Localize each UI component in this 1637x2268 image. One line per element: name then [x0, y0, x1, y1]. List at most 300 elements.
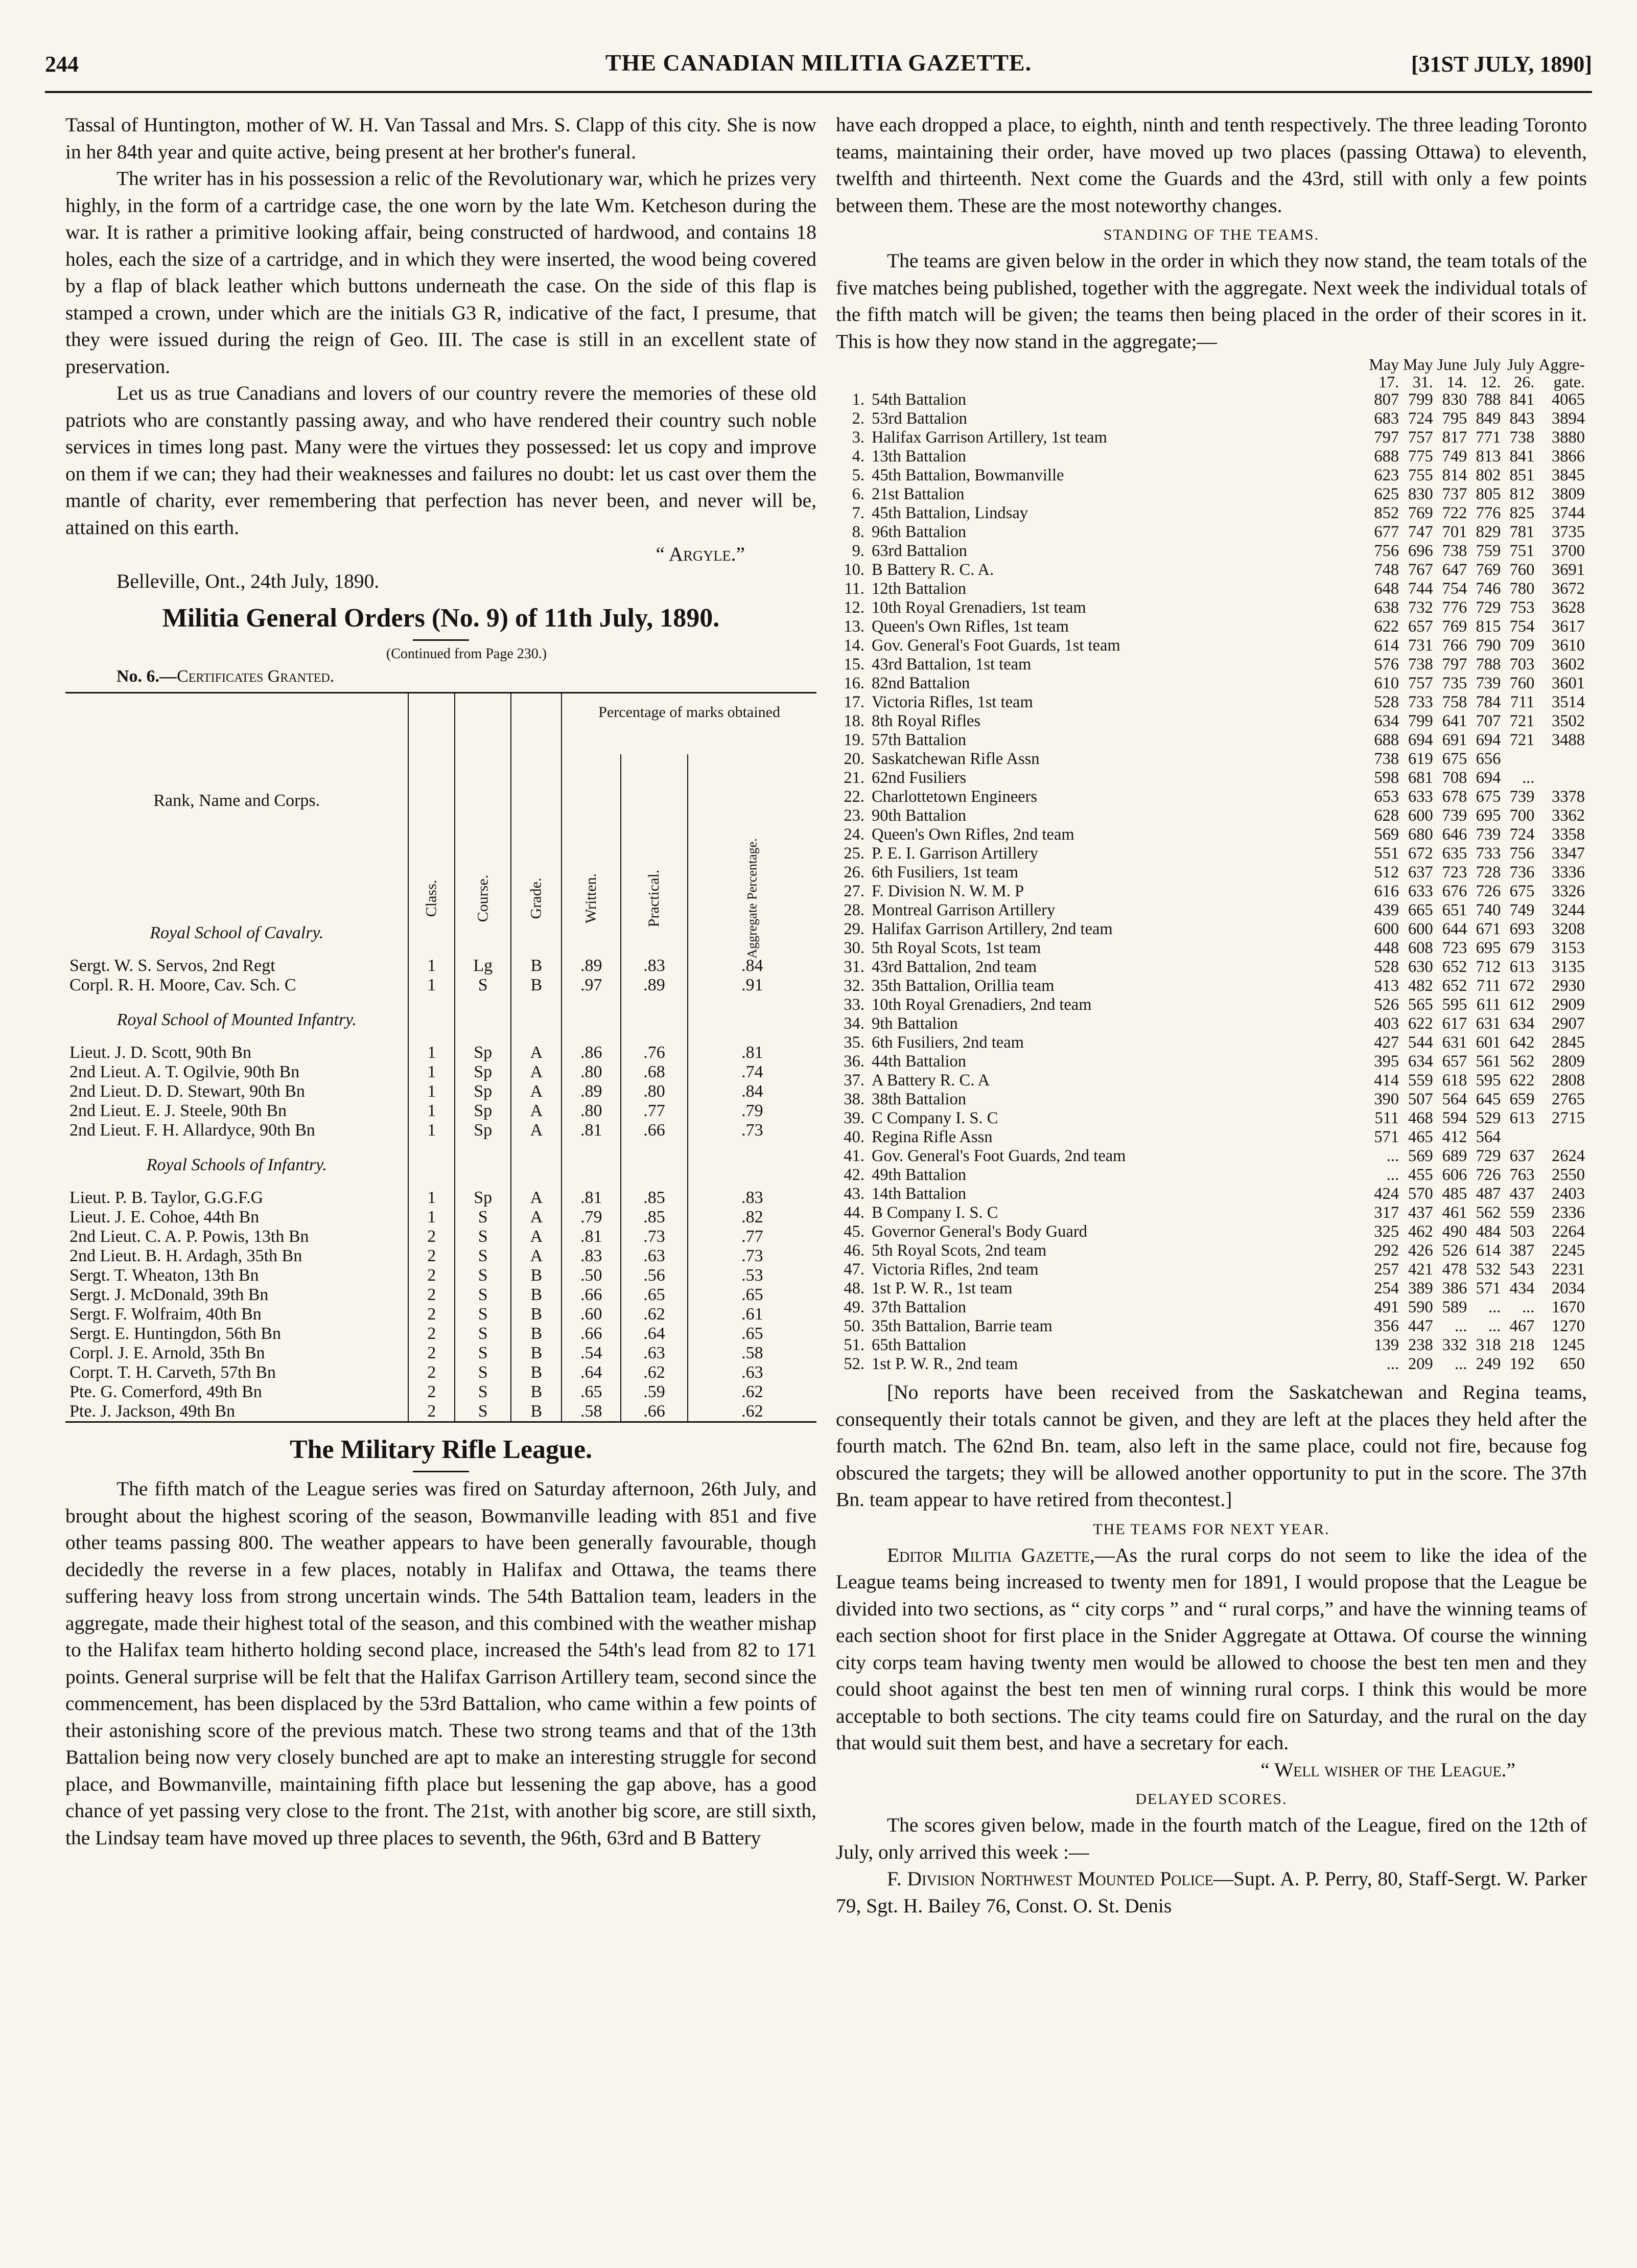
team-rank: 48.	[844, 1279, 864, 1298]
score-cell: 731	[1408, 636, 1433, 655]
score-cell: 641	[1442, 712, 1467, 730]
team-row	[836, 1355, 1587, 1374]
score-cell: 448	[1374, 939, 1399, 957]
score-cell: 711	[1510, 693, 1535, 711]
date-header: gate.	[1553, 373, 1585, 391]
team-row	[836, 655, 1587, 674]
grade-cell: B	[511, 1402, 562, 1422]
score-cell: 426	[1408, 1241, 1433, 1260]
score-cell: 622	[1509, 1071, 1535, 1090]
team-name: 12th Battalion	[872, 580, 967, 598]
aggregate-cell: .83	[688, 1188, 816, 1208]
team-rank: 19.	[844, 731, 864, 749]
score-cell: 209	[1408, 1355, 1433, 1373]
aggregate-cell: .84	[688, 1082, 816, 1101]
score-cell: 665	[1408, 901, 1433, 919]
team-row	[836, 996, 1587, 1014]
score-cell: 795	[1442, 409, 1467, 428]
group-title: Royal School of Mounted Infantry.	[116, 1010, 357, 1029]
score-cell: 748	[1374, 561, 1399, 579]
f-division-text: —Supt. A. P. Perry, 80, Staff-Sergt. W. Parker 79, Sgt. H. Bailey 76, Const. O. St. Denis	[836, 1867, 1587, 1917]
page-number: 244	[45, 52, 79, 77]
group-title-row	[65, 1140, 816, 1188]
team-rank: 22.	[844, 788, 864, 806]
class-cell: 1	[408, 1101, 455, 1121]
score-cell: 439	[1374, 901, 1399, 919]
table-row	[65, 1324, 816, 1344]
team-name: 35th Battalion, Barrie team	[872, 1317, 1053, 1335]
aggregate-cell: .73	[688, 1121, 816, 1140]
team-name: C Company I. S. C	[872, 1109, 998, 1127]
team-rank: 47.	[844, 1260, 864, 1279]
practical-cell: .77	[621, 1101, 687, 1121]
officer-name: Pte. G. Comerford, 49th Bn	[69, 1382, 262, 1401]
written-cell: .50	[562, 1266, 621, 1285]
score-cell: 257	[1374, 1260, 1399, 1279]
team-name: Charlottetown Engineers	[872, 788, 1038, 806]
team-rank: 8.	[852, 523, 864, 541]
score-cell: 559	[1509, 1204, 1535, 1222]
team-rank: 36.	[844, 1052, 864, 1071]
class-cell: 2	[408, 1324, 455, 1344]
score-cell: 723	[1442, 939, 1467, 957]
standings-body	[836, 390, 1587, 1374]
score-cell: 780	[1509, 580, 1535, 598]
written-cell: .89	[562, 1082, 621, 1101]
score-cell: 618	[1442, 1071, 1467, 1090]
score-cell: 672	[1509, 977, 1535, 995]
score-cell: 691	[1442, 731, 1467, 749]
team-rank: 49.	[844, 1298, 864, 1316]
officer-name: Lieut. P. B. Taylor, G.G.F.G	[69, 1188, 264, 1207]
score-cell: 817	[1442, 428, 1467, 447]
team-rank: 9.	[852, 542, 864, 560]
score-cell: 526	[1442, 1241, 1467, 1260]
score-cell: 671	[1476, 920, 1501, 938]
written-cell: .86	[562, 1043, 621, 1062]
score-cell: 2231	[1552, 1260, 1585, 1279]
score-cell: 659	[1509, 1090, 1535, 1108]
score-cell: 1270	[1552, 1317, 1585, 1335]
table-row	[65, 1285, 816, 1305]
table-row	[65, 1062, 816, 1082]
team-row	[836, 882, 1587, 901]
written-cell: .60	[562, 1305, 621, 1324]
score-cell: 622	[1374, 617, 1399, 636]
team-row	[836, 504, 1587, 523]
team-rank: 45.	[844, 1222, 864, 1241]
aggregate-cell: .91	[688, 976, 816, 995]
course-cell: S	[455, 1266, 511, 1285]
score-cell: 3378	[1552, 788, 1585, 806]
officer-name: 2nd Lieut. A. T. Ogilvie, 90th Bn	[69, 1062, 300, 1081]
short-rule	[413, 1471, 469, 1472]
class-cell: 2	[408, 1246, 455, 1266]
next-year-heading: THE TEAMS FOR NEXT YEAR.	[1093, 1520, 1330, 1538]
team-row	[836, 1014, 1587, 1033]
written-cell: .83	[562, 1246, 621, 1266]
team-row	[836, 1033, 1587, 1052]
signature: “ Well wisher of the League.”	[1260, 1758, 1515, 1781]
score-cell: 3691	[1552, 561, 1585, 579]
team-row	[836, 863, 1587, 882]
team-rank: 1.	[852, 390, 864, 409]
score-cell: 769	[1442, 617, 1467, 636]
grade-cell: B	[511, 1363, 562, 1382]
score-cell: 739	[1476, 825, 1501, 844]
team-rank: 21.	[844, 769, 864, 787]
paragraph: The fifth match of the League series was fired on Saturday afternoon, 26th July, and brought about the highest scoring of the season, Bowmanville leading with 851 and five other teams passing 800. The weather appears to have been generally favourable, though decidedly the reverse in a few places, notably in Halifax and Ottawa, the teams there suffering heavy loss from strong uncertain winds. The 54th Battalion team, leaders in the aggregate, made their highest total of the season, and this combined with the weather mishap to the Halifax team hitherto holding second place, increased the 54th's lead from 82 to 171 points. General surprise will be felt that the Halifax Garrison Artillery team, second since the commencement, has been displaced by the 53rd Battalion, who came within a few points of their astonishing score of the previous match. These two strong teams and that of the 13th Battalion being now very closely bunched are apt to make an interesting struggle for second place, and Bowmanville, maintaining fifth place but lessening the gap above, has a good chance of yet passing very close to the front. The 21st, with another big score, are still sixth, the Lindsay team have moved up three places to seventh, the 96th, 63rd and B Battery	[65, 1477, 816, 1849]
grade-cell: B	[511, 1324, 562, 1344]
team-name: 44th Battalion	[872, 1052, 967, 1071]
written-cell: .65	[562, 1382, 621, 1402]
short-rule	[413, 639, 469, 641]
officer-name: 2nd Lieut. C. A. P. Powis, 13th Bn	[69, 1227, 309, 1246]
course-cell: S	[455, 1363, 511, 1382]
score-cell: 614	[1476, 1241, 1501, 1260]
score-cell: 389	[1408, 1279, 1433, 1298]
team-row	[836, 1241, 1587, 1260]
score-cell: 628	[1374, 806, 1399, 825]
score-cell: 3735	[1552, 523, 1585, 541]
team-rank: 20.	[844, 750, 864, 768]
score-cell: 437	[1509, 1185, 1535, 1203]
score-cell: 749	[1442, 447, 1467, 466]
team-row	[836, 580, 1587, 598]
aggregate-cell: .81	[688, 1043, 816, 1062]
score-cell: 2034	[1552, 1279, 1585, 1298]
team-name: 14th Battalion	[872, 1185, 967, 1203]
team-rank: 23.	[844, 806, 864, 825]
score-cell: 736	[1509, 863, 1535, 882]
team-rank: 6.	[852, 485, 864, 503]
score-cell: 2808	[1552, 1071, 1585, 1090]
score-cell: 608	[1408, 939, 1433, 957]
score-cell: 390	[1374, 1090, 1399, 1108]
grade-header: Grade.	[511, 693, 562, 909]
score-cell: 656	[1476, 750, 1501, 768]
score-cell: 139	[1374, 1336, 1399, 1354]
officer-name: Corpl. J. E. Arnold, 35th Bn	[69, 1344, 265, 1362]
score-cell: 437	[1408, 1204, 1433, 1222]
score-cell: 694	[1476, 731, 1501, 749]
group-title: Royal Schools of Infantry.	[146, 1155, 327, 1174]
score-cell: 829	[1476, 523, 1501, 541]
team-rank: 24.	[844, 825, 864, 844]
team-name: 10th Royal Grenadiers, 2nd team	[872, 996, 1092, 1014]
score-cell: 708	[1442, 769, 1467, 787]
team-row	[836, 731, 1587, 750]
score-cell: 490	[1442, 1222, 1467, 1241]
date-header: 12.	[1480, 373, 1501, 391]
score-cell: 3488	[1552, 731, 1585, 749]
score-cell: 292	[1374, 1241, 1399, 1260]
paragraph: The teams are given below in the order in which they now stand, the team totals of the five matches being published, together with the aggregate. Next week the individual totals of the fifth match will be given; the teams then being placed in the order of their scores in it. This is how they now stand in the aggregate;—	[836, 249, 1587, 353]
standings-table	[836, 356, 1587, 1374]
score-cell: 738	[1374, 750, 1399, 768]
officer-name: Sergt. E. Huntingdon, 56th Bn	[69, 1324, 281, 1343]
score-cell: 598	[1374, 769, 1399, 787]
aggregate-header: Aggregate Percentage.	[688, 754, 816, 908]
standing-heading: STANDING OF THE TEAMS.	[1103, 226, 1320, 243]
score-cell: 695	[1476, 806, 1501, 825]
team-name: Halifax Garrison Artillery, 2nd team	[872, 920, 1113, 938]
score-cell: 647	[1442, 561, 1467, 579]
score-cell: 511	[1374, 1109, 1399, 1127]
team-rank: 44.	[844, 1204, 864, 1222]
score-cell: 3326	[1552, 882, 1585, 900]
score-cell: 590	[1408, 1298, 1433, 1316]
score-cell: 613	[1509, 958, 1535, 976]
course-cell: Sp	[455, 1188, 511, 1208]
grade-cell: A	[511, 1188, 562, 1208]
score-cell: 484	[1476, 1222, 1501, 1241]
score-cell: 2930	[1552, 977, 1585, 995]
score-cell: 635	[1442, 844, 1467, 863]
aggregate-cell: .62	[688, 1382, 816, 1402]
practical-cell: .85	[621, 1208, 687, 1227]
score-cell: 571	[1374, 1128, 1399, 1146]
score-cell: 2809	[1552, 1052, 1585, 1071]
score-cell: 733	[1408, 693, 1433, 711]
table-row	[65, 1121, 816, 1140]
score-cell: 512	[1374, 863, 1399, 882]
score-cell: 651	[1442, 901, 1467, 919]
score-cell: 576	[1374, 655, 1399, 674]
score-cell: ...	[1386, 1147, 1399, 1165]
editor-lead: Editor Militia Gazette,	[887, 1543, 1095, 1566]
score-cell: 427	[1374, 1033, 1399, 1052]
class-cell: 1	[408, 1062, 455, 1082]
team-name: Gov. General's Foot Guards, 2nd team	[872, 1147, 1126, 1165]
table-row	[65, 1382, 816, 1402]
class-header: Class.	[408, 693, 455, 909]
aggregate-cell: .73	[688, 1246, 816, 1266]
score-cell: 754	[1442, 580, 1467, 598]
group-title: Royal School of Cavalry.	[150, 923, 324, 942]
date-header: 17.	[1378, 373, 1399, 391]
table-row	[65, 1043, 816, 1062]
grade-cell: B	[511, 976, 562, 995]
team-rank: 27.	[844, 882, 864, 900]
score-cell: 739	[1509, 788, 1535, 806]
team-rank: 52.	[844, 1355, 864, 1373]
team-row	[836, 636, 1587, 655]
score-cell: 491	[1374, 1298, 1399, 1316]
score-cell: 758	[1442, 693, 1467, 711]
score-cell: 694	[1476, 769, 1501, 787]
score-cell: 738	[1408, 655, 1433, 674]
score-cell: 677	[1374, 523, 1399, 541]
score-cell: 784	[1476, 693, 1501, 711]
team-name: 10th Royal Grenadiers, 1st team	[872, 598, 1086, 617]
score-cell: 633	[1408, 882, 1433, 900]
written-cell: .81	[562, 1227, 621, 1246]
score-cell: 487	[1476, 1185, 1501, 1203]
written-cell: .79	[562, 1208, 621, 1227]
grade-cell: A	[511, 1208, 562, 1227]
page-header	[45, 49, 1592, 85]
team-name: Victoria Rifles, 1st team	[872, 693, 1033, 711]
score-cell: 724	[1509, 825, 1535, 844]
team-row	[836, 939, 1587, 958]
score-cell: 462	[1408, 1222, 1433, 1241]
score-cell: 3610	[1552, 636, 1585, 655]
table-row	[65, 1082, 816, 1101]
score-cell: 3617	[1552, 617, 1585, 636]
team-row	[836, 1128, 1587, 1147]
score-cell: 589	[1442, 1298, 1467, 1316]
team-rank: 42.	[844, 1166, 864, 1184]
score-cell: 413	[1374, 977, 1399, 995]
score-cell: 638	[1374, 598, 1399, 617]
score-cell: 688	[1374, 447, 1399, 466]
table-row	[65, 956, 816, 976]
team-name: 57th Battalion	[872, 731, 967, 749]
written-header: Written.	[562, 754, 621, 908]
officer-name: 2nd Lieut. B. H. Ardagh, 35th Bn	[69, 1246, 302, 1265]
score-cell: 478	[1442, 1260, 1467, 1279]
team-row	[836, 1052, 1587, 1071]
score-cell: 657	[1408, 617, 1433, 636]
score-cell: 805	[1476, 485, 1501, 503]
team-row	[836, 901, 1587, 920]
score-cell: 797	[1374, 428, 1399, 447]
team-rank: 11.	[844, 580, 864, 598]
team-rank: 38.	[844, 1090, 864, 1108]
score-cell: 2907	[1552, 1014, 1585, 1033]
date-header: 26.	[1514, 373, 1535, 391]
score-cell: 769	[1476, 561, 1501, 579]
score-cell: 625	[1374, 485, 1399, 503]
score-cell: 633	[1408, 788, 1433, 806]
practical-cell: .83	[621, 956, 687, 976]
class-cell: 1	[408, 1188, 455, 1208]
table-row	[65, 1363, 816, 1382]
officer-name: Sergt. W. S. Servos, 2nd Regt	[69, 956, 275, 975]
team-name: 1st P. W. R., 2nd team	[872, 1355, 1018, 1373]
score-cell: 637	[1509, 1147, 1535, 1165]
score-cell: 634	[1408, 1052, 1433, 1071]
score-cell: 612	[1509, 996, 1535, 1014]
class-cell: 1	[408, 1082, 455, 1101]
score-cell: 756	[1374, 542, 1399, 560]
score-cell: 3336	[1552, 863, 1585, 882]
score-cell: 657	[1442, 1052, 1467, 1071]
score-cell: 648	[1374, 580, 1399, 598]
table-row	[65, 1344, 816, 1363]
score-cell: 747	[1408, 523, 1433, 541]
team-row	[836, 1222, 1587, 1241]
table-row	[65, 976, 816, 995]
signature: “ Argyle.”	[656, 543, 745, 565]
practical-cell: .62	[621, 1363, 687, 1382]
score-cell: 776	[1476, 504, 1501, 522]
practical-cell: .80	[621, 1082, 687, 1101]
team-row	[836, 693, 1587, 712]
team-row	[836, 1166, 1587, 1185]
score-cell: 3672	[1552, 580, 1585, 598]
course-cell: Sp	[455, 1043, 511, 1062]
team-name: 6th Fusiliers, 2nd team	[872, 1033, 1024, 1052]
score-cell: 781	[1509, 523, 1535, 541]
team-name: 45th Battalion, Bowmanville	[872, 466, 1064, 484]
score-cell: 623	[1374, 466, 1399, 484]
officer-name: Sergt. F. Wolfraim, 40th Bn	[69, 1305, 262, 1324]
f-division-lead: F. Division Northwest Mounted Police	[887, 1867, 1213, 1890]
practical-cell: .66	[621, 1402, 687, 1422]
score-cell: 192	[1509, 1355, 1535, 1373]
team-rank: 4.	[852, 447, 864, 466]
team-row	[836, 466, 1587, 485]
score-cell: 2245	[1552, 1241, 1585, 1260]
grade-cell: A	[511, 1246, 562, 1266]
score-cell: 776	[1442, 598, 1467, 617]
score-cell: 3628	[1552, 598, 1585, 617]
score-cell: 757	[1408, 674, 1433, 692]
date-header: Aggre-	[1538, 355, 1585, 374]
score-cell: 2909	[1552, 996, 1585, 1014]
team-row	[836, 825, 1587, 844]
aggregate-cell: .82	[688, 1208, 816, 1227]
score-cell: 595	[1442, 996, 1467, 1014]
score-cell: 693	[1509, 920, 1535, 938]
team-rank: 5.	[852, 466, 864, 484]
score-cell: 744	[1408, 580, 1433, 598]
score-cell: 595	[1476, 1071, 1501, 1090]
team-row	[836, 712, 1587, 731]
score-cell: 650	[1560, 1355, 1585, 1373]
course-cell: S	[455, 1305, 511, 1324]
table-row	[65, 1266, 816, 1285]
team-row	[836, 390, 1587, 409]
grade-cell: B	[511, 1266, 562, 1285]
team-name: Governor General's Body Guard	[872, 1222, 1087, 1241]
score-cell: 482	[1408, 977, 1433, 995]
team-name: 96th Battalion	[872, 523, 967, 541]
team-row	[836, 1260, 1587, 1279]
score-cell: 797	[1442, 655, 1467, 674]
team-rank: 17.	[844, 693, 864, 711]
score-cell: 843	[1509, 409, 1535, 428]
table-row	[65, 1402, 816, 1422]
score-cell: 755	[1408, 466, 1433, 484]
team-row	[836, 1147, 1587, 1166]
written-cell: .89	[562, 956, 621, 976]
score-cell: 771	[1476, 428, 1501, 447]
team-rank: 32.	[844, 977, 864, 995]
officer-name: Pte. J. Jackson, 49th Bn	[69, 1402, 235, 1421]
score-cell: 681	[1408, 769, 1433, 787]
team-rank: 34.	[844, 1014, 864, 1033]
score-cell: 841	[1509, 447, 1535, 466]
date-header: July	[1474, 355, 1501, 374]
grade-cell: A	[511, 1101, 562, 1121]
team-name: 8th Royal Rifles	[872, 712, 981, 730]
course-cell: S	[455, 1285, 511, 1305]
score-cell: 2403	[1552, 1185, 1585, 1203]
team-name: Saskatchewan Rifle Assn	[872, 750, 1040, 768]
score-cell: 763	[1509, 1166, 1535, 1184]
score-cell: 600	[1408, 806, 1433, 825]
score-cell: 565	[1408, 996, 1433, 1014]
group-title-row	[65, 995, 816, 1043]
score-cell: 802	[1476, 466, 1501, 484]
score-cell: 544	[1408, 1033, 1433, 1052]
score-cell: 830	[1442, 390, 1467, 409]
score-cell: 569	[1374, 825, 1399, 844]
score-cell: 746	[1476, 580, 1501, 598]
